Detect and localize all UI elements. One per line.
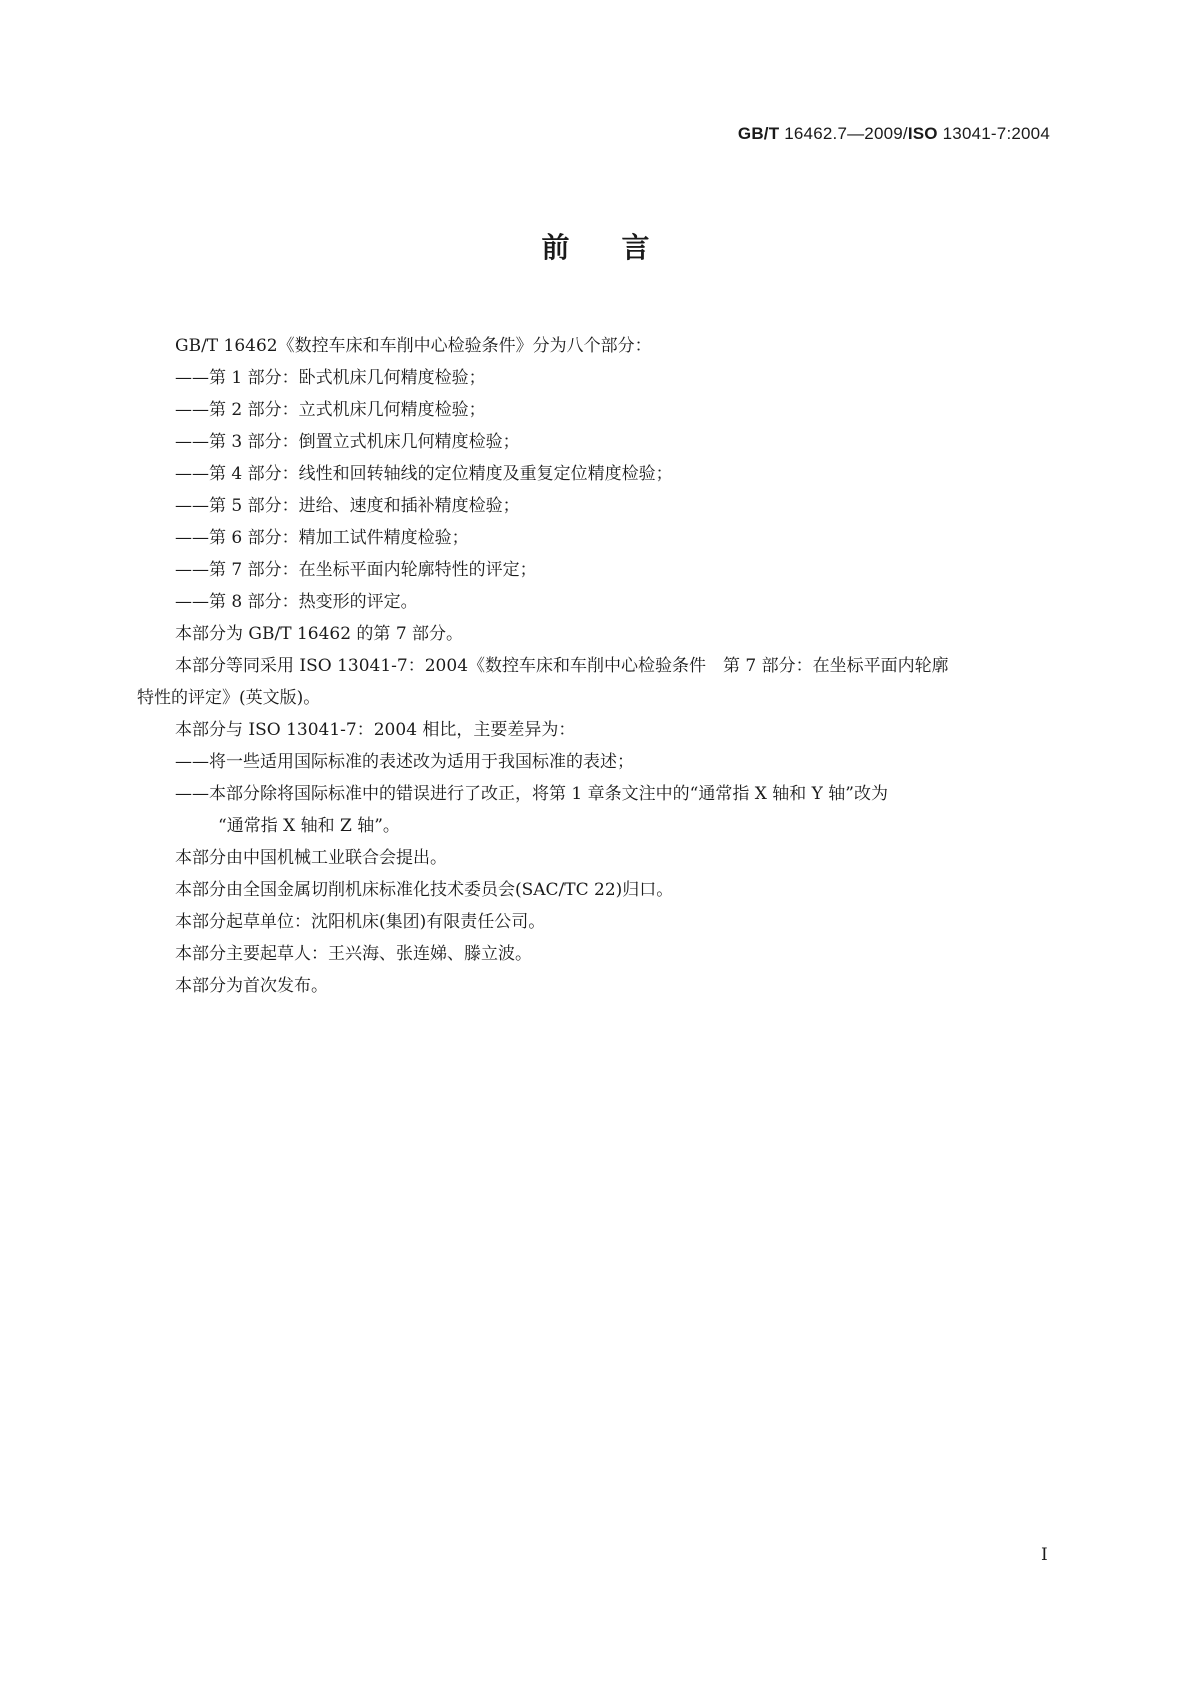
part-item-2: ——第 2 部分：立式机床几何精度检验； bbox=[175, 400, 486, 420]
page-title: 前言 bbox=[541, 231, 702, 264]
foreword-body bbox=[137, 330, 1065, 1002]
difference-item-2-line-1: ——本部分除将国际标准中的错误进行了改正，将第 1 章条文注中的“通常指 X 轴和 Y 轴”改为 bbox=[175, 784, 888, 804]
adoption-line-2: 特性的评定》(英文版)。 bbox=[137, 688, 321, 708]
header-gbt-number: 16462.7—2009/ bbox=[779, 124, 908, 143]
difference-item-2 bbox=[175, 778, 1065, 842]
difference-item-1: ——将一些适用国际标准的表述改为适用于我国标准的表述； bbox=[175, 752, 634, 772]
first-release-paragraph: 本部分为首次发布。 bbox=[175, 976, 328, 996]
drafting-unit-paragraph: 本部分起草单位：沈阳机床(集团)有限责任公司。 bbox=[175, 912, 546, 932]
part-item-7: ——第 7 部分：在坐标平面内轮廓特性的评定； bbox=[175, 560, 537, 580]
header-gbt-prefix: GB/T bbox=[737, 124, 780, 143]
header-iso-prefix: ISO bbox=[907, 124, 938, 143]
drafters-paragraph: 本部分主要起草人：王兴海、张连娣、滕立波。 bbox=[175, 944, 532, 964]
part-item-1: ——第 1 部分：卧式机床几何精度检验； bbox=[175, 368, 486, 388]
centralized-by-paragraph: 本部分由全国金属切削机床标准化技术委员会(SAC/TC 22)归口。 bbox=[175, 880, 674, 900]
part-item-3: ——第 3 部分：倒置立式机床几何精度检验； bbox=[175, 432, 520, 452]
intro-paragraph: GB/T 16462《数控车床和车削中心检验条件》分为八个部分： bbox=[175, 336, 652, 356]
this-part-paragraph: 本部分为 GB/T 16462 的第 7 部分。 bbox=[175, 624, 464, 644]
part-item-6: ——第 6 部分：精加工试件精度检验； bbox=[175, 528, 469, 548]
part-item-5: ——第 5 部分：进给、速度和插补精度检验； bbox=[175, 496, 520, 516]
page-number: I bbox=[1041, 1545, 1048, 1565]
adoption-line-1: 本部分等同采用 ISO 13041-7：2004《数控车床和车削中心检验条件 第 7 部分：在坐标平面内轮廓 bbox=[175, 656, 949, 676]
part-item-8: ——第 8 部分：热变形的评定。 bbox=[175, 592, 418, 612]
difference-item-2-line-2: “通常指 X 轴和 Z 轴”。 bbox=[218, 816, 400, 836]
header-iso-number: 13041-7:2004 bbox=[937, 124, 1050, 143]
proposed-by-paragraph: 本部分由中国机械工业联合会提出。 bbox=[175, 848, 447, 868]
differences-intro: 本部分与 ISO 13041-7：2004 相比，主要差异为： bbox=[175, 720, 576, 740]
standard-number-header bbox=[738, 124, 1050, 144]
part-item-4: ——第 4 部分：线性和回转轴线的定位精度及重复定位精度检验； bbox=[175, 464, 673, 484]
adoption-paragraph bbox=[137, 650, 1065, 714]
